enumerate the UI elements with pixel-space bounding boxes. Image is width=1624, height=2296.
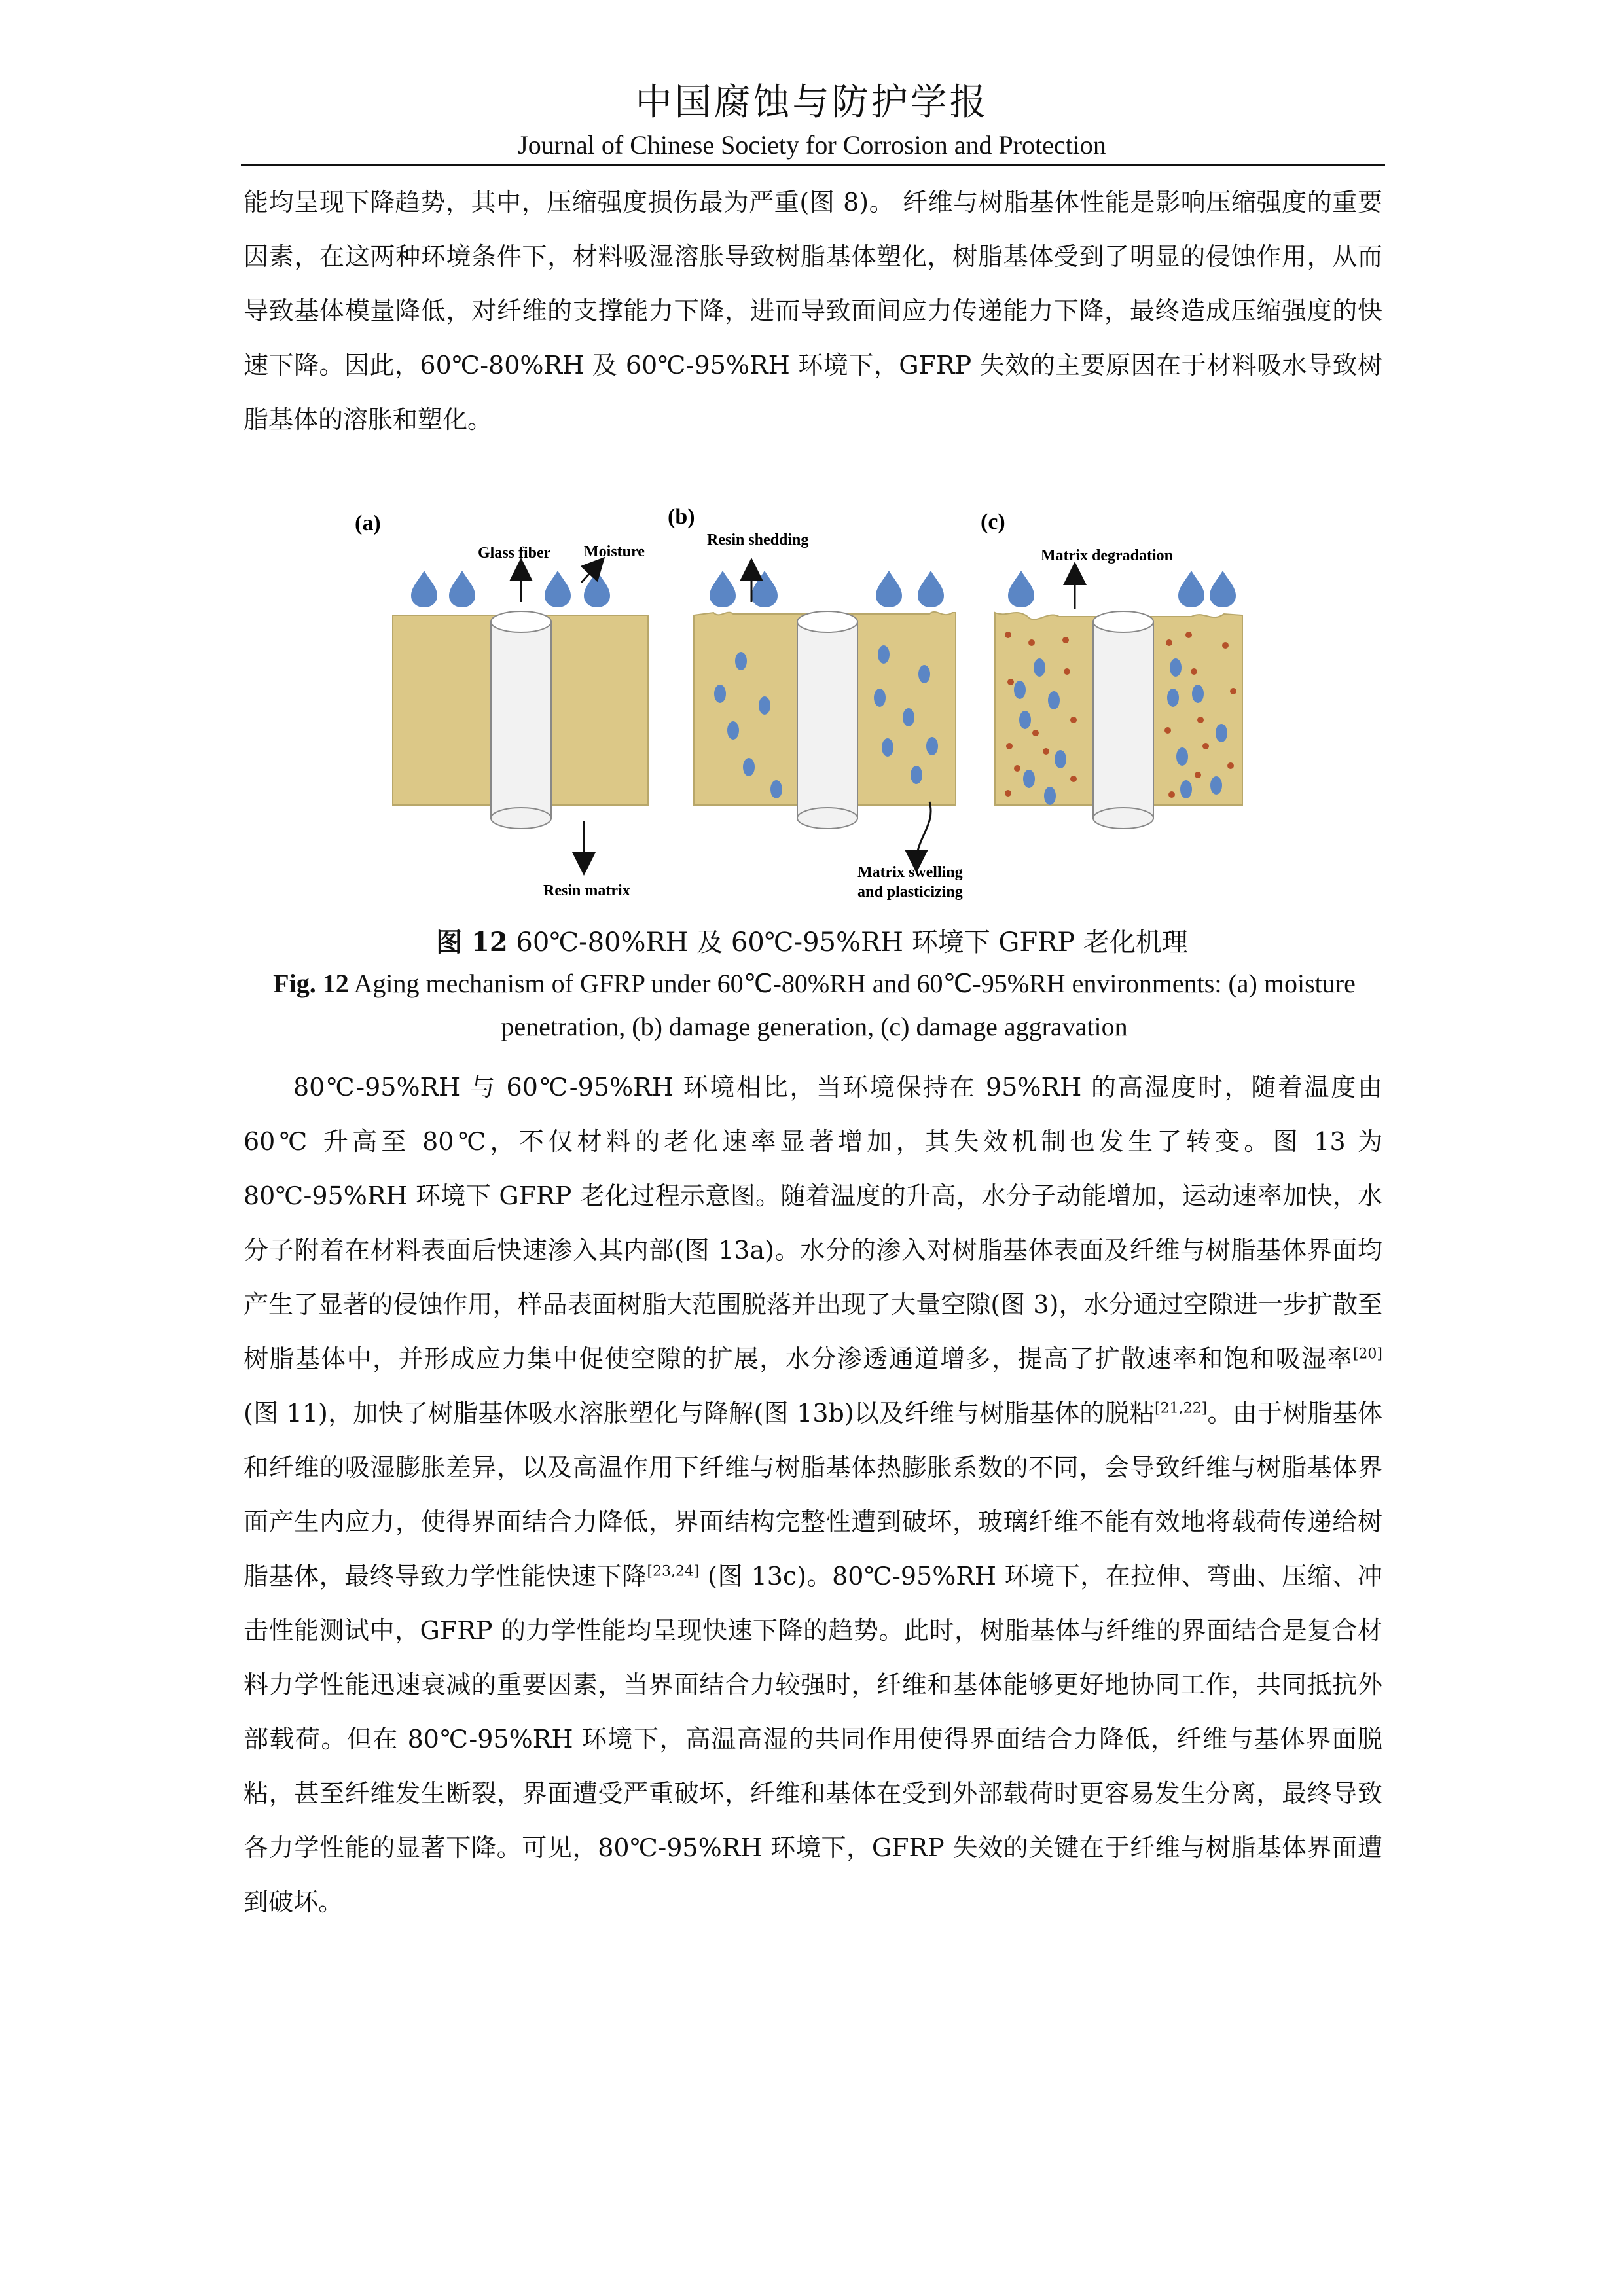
moisture-drop [751, 571, 778, 607]
citation-20: [20] [1352, 1346, 1382, 1363]
figure-caption-en [251, 962, 1377, 1049]
glass-fiber-b [797, 622, 857, 818]
label-glass-fiber: Glass fiber [478, 545, 551, 562]
label-resin-shedding: Resin shedding [707, 531, 809, 548]
moisture-drop [710, 571, 736, 607]
label-plasticizing: and plasticizing [857, 884, 963, 901]
label-matrix-degradation: Matrix degradation [1041, 547, 1173, 564]
para2-segment-3: 。由于树脂基体和纤维的吸湿膨胀差异，以及高温作用下纤维与树脂基体热膨胀系数的不同，会导致纤维与树脂基体界面产生内应力，使得界面结合力降低，界面结构完整性遭到破坏，玻璃纤维不能有效地将载荷传递给树脂基体，最终导致力学性能快速下降 [244, 1399, 1382, 1590]
figure-12 [340, 497, 1283, 916]
journal-title-cn: 中国腐蚀与防护学报 [635, 81, 989, 124]
panel-label-a: (a) [355, 511, 381, 535]
para2-segment-4: (图 13c)。80℃-95%RH 环境下，在拉伸、弯曲、压缩、冲击性能测试中，GFRP 的力学性能均呈现快速下降的趋势。此时，树脂基体与纤维的界面结合是复合材料力学性能迅速衰减的重要因素，当界面结合力较强时，纤维和基体能够更好地协同工作，共同抵抗外部载荷。但在 80℃-95%RH 环境下，高温高湿的共同作用使得界面结合力降低，纤维与基体界面脱粘，甚至纤维发生断裂，界面遭受严重破坏，纤维和基体在受到外部载荷时更容易发生分离，最终导致各力学性能的显著下降。可见，80℃-95%RH 环境下，GFRP 失效的关键在于纤维与树脂基体界面遭到破坏。 [244, 1562, 1382, 1916]
moisture-drop [411, 571, 437, 607]
moisture-drop [545, 571, 571, 607]
citation-21-22: [21,22] [1155, 1400, 1208, 1417]
caption-cn-text: 60℃-80%RH 及 60℃-95%RH 环境下 GFRP 老化机理 [507, 927, 1188, 958]
para2-segment-1: 80℃-95%RH 与 60℃-95%RH 环境相比，当环境保持在 95%RH 的高湿度时，随着温度由 60℃ 升高至 80℃，不仅材料的老化速率显著增加，其失效机制也发生了转变。图 13 为 80℃-95%RH 环境下 GFRP 老化过程示意图。随着温度的升高，水分子动能增加，运动速率加快，水分子附着在材料表面后快速渗入其内部(图 13a)。水分的渗入对树脂基体表面及纤维与树脂基体界面均产生了显著的侵蚀作用，样品表面树脂大范围脱落并出现了大量空隙(图 3)，水分通过空隙进一步扩散至树脂基体中，并形成应力集中促使空隙的扩展，水分渗透通道增多，提高了扩散速率和饱和吸湿率 [244, 1073, 1382, 1373]
citation-23-24: [23,24] [647, 1563, 700, 1580]
para2-segment-2: (图 11)，加快了树脂基体吸水溶胀塑化与降解(图 13b)以及纤维与树脂基体的脱粘 [244, 1399, 1155, 1427]
glass-fiber-a [491, 622, 551, 818]
figure-caption-cn [0, 922, 1624, 959]
glass-fiber-c [1093, 622, 1153, 818]
moisture-drop [1008, 571, 1034, 607]
panel-label-b: (b) [668, 505, 695, 529]
label-matrix-swelling: Matrix swelling [857, 864, 963, 881]
label-moisture: Moisture [584, 543, 645, 560]
moisture-drop [1178, 571, 1204, 607]
paragraph-2 [244, 1060, 1382, 1929]
caption-en-text: Aging mechanism of GFRP under 60℃-80%RH and 60℃-95%RH environments: (a) moisture penetration, (b) damage generation, (c) damage aggravation [348, 969, 1356, 1041]
caption-en-label: Fig. 12 [273, 969, 349, 998]
journal-title-en: Journal of Chinese Society for Corrosion and Protection [518, 130, 1106, 160]
panel-label-c: (c) [981, 510, 1005, 534]
paragraph-1: 能均呈现下降趋势，其中，压缩强度损伤最为严重(图 8)。 纤维与树脂基体性能是影响压缩强度的重要因素，在这两种环境条件下，材料吸湿溶胀导致树脂基体塑化，树脂基体受到了明显的侵蚀作用，从而导致基体模量降低，对纤维的支撑能力下降，进而导致面间应力传递能力下降，最终造成压缩强度的快速下降。因此，60℃-80%RH 及 60℃-95%RH 环境下，GFRP 失效的主要原因在于材料吸水导致树脂基体的溶胀和塑化。 [244, 188, 1382, 434]
moisture-drop [876, 571, 902, 607]
label-resin-matrix: Resin matrix [543, 882, 630, 899]
moisture-drop [918, 571, 944, 607]
caption-cn-label: 图 12 [436, 927, 508, 958]
moisture-drop [449, 571, 475, 607]
aging-mechanism-diagram [340, 497, 1283, 916]
moisture-drop [1210, 571, 1236, 607]
header-divider [241, 164, 1385, 166]
